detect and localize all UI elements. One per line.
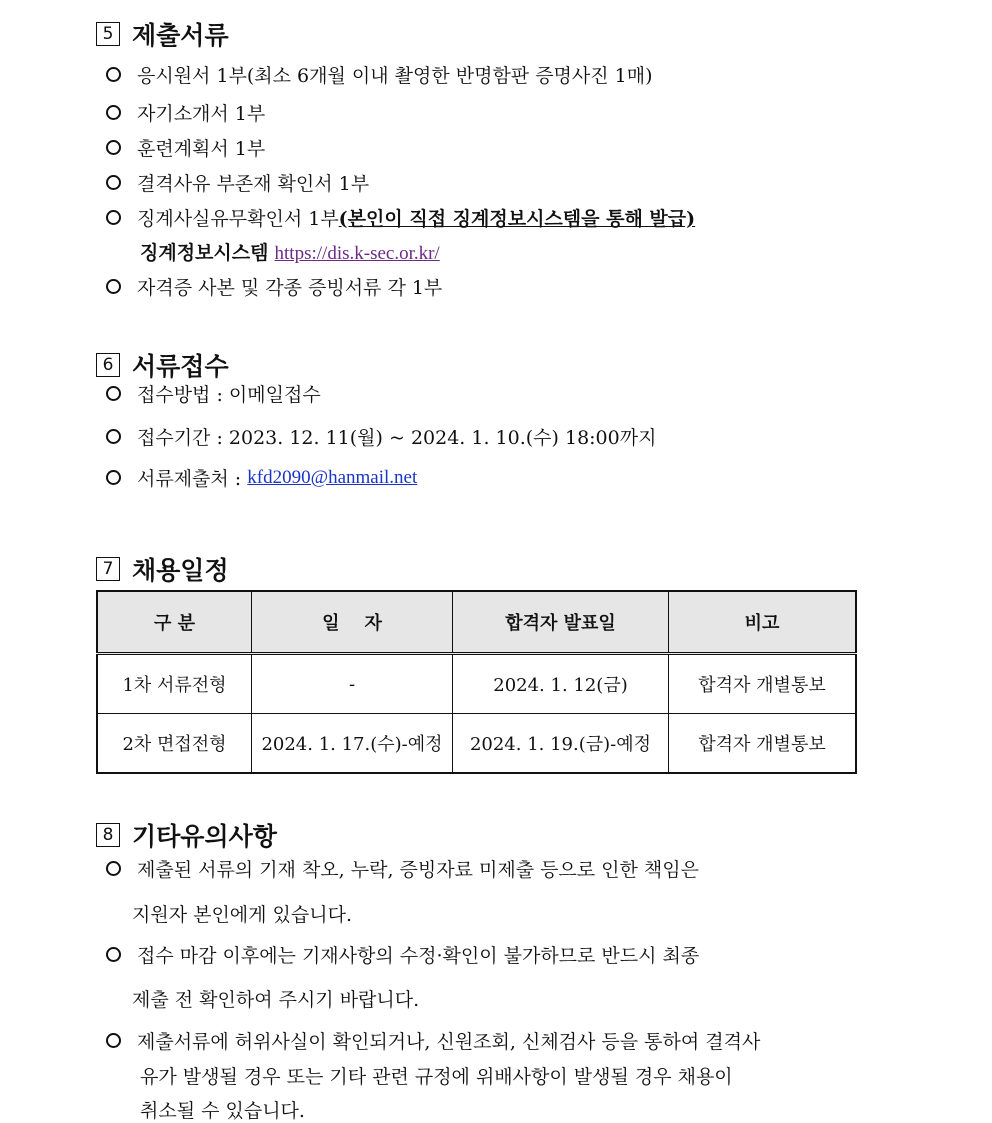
note-text: 제출된 서류의 기재 착오, 누락, 증빙자료 미제출 등으로 인한 책임은 xyxy=(137,859,699,881)
table-row xyxy=(97,714,856,774)
section-title-notes xyxy=(96,817,277,853)
list-item-text: 응시원서 1부(최소 6개월 이내 촬영한 반명함판 증명사진 1매) xyxy=(137,65,653,87)
table-cell: 2024. 1. 17.(수)-예정 xyxy=(252,714,453,774)
list-item-disciplinary xyxy=(106,204,695,231)
submission-email-link[interactable]: kfd2090@hanmail.net xyxy=(247,466,418,488)
list-item xyxy=(106,855,699,882)
note-text-continued: 제출 전 확인하여 주시기 바랍니다. xyxy=(132,989,420,1011)
section-number-box: 6 xyxy=(96,353,120,377)
list-item-text: 징계사실유무확인서 1부 xyxy=(137,208,339,230)
list-item xyxy=(106,464,417,491)
list-item xyxy=(106,99,265,126)
list-item xyxy=(106,941,699,968)
circle-bullet-icon xyxy=(106,429,121,444)
section-number-box: 7 xyxy=(96,557,120,581)
section-title-schedule xyxy=(96,551,229,587)
submission-method: 접수방법 : 이메일접수 xyxy=(137,384,321,406)
table-cell: - xyxy=(252,654,453,714)
list-item xyxy=(106,61,653,88)
circle-bullet-icon xyxy=(106,947,121,962)
note-text: 제출서류에 허위사실이 확인되거나, 신원조회, 신체검사 등을 통하여 결격사 xyxy=(137,1031,761,1053)
section-title-text: 서류접수 xyxy=(132,352,229,381)
table-cell: 합격자 개별통보 xyxy=(669,654,857,714)
list-item xyxy=(106,380,321,407)
section-title-text: 기타유의사항 xyxy=(132,822,277,851)
table-header-cell: 비고 xyxy=(669,591,857,654)
circle-bullet-icon xyxy=(106,67,121,82)
circle-bullet-icon xyxy=(106,470,121,485)
table-cell: 2차 면접전형 xyxy=(97,714,252,774)
submission-destination-label: 서류제출처 : xyxy=(137,468,242,490)
table-cell: 합격자 개별통보 xyxy=(669,714,857,774)
list-item xyxy=(106,169,369,196)
disciplinary-system-link[interactable]: https://dis.k-sec.or.kr/ xyxy=(274,243,440,264)
submission-period: 접수기간 : 2023. 12. 11(월) ~ 2024. 1. 10.(수) 18:00까지 xyxy=(137,427,657,449)
disciplinary-note: (본인이 직접 징계정보시스템을 통해 발급) xyxy=(338,208,696,230)
note-text-continued: 지원자 본인에게 있습니다. xyxy=(132,904,353,926)
section-title-text: 제출서류 xyxy=(132,21,229,50)
section-title-documents xyxy=(96,16,229,52)
list-item xyxy=(106,273,442,300)
note-text-continued: 취소될 수 있습니다. xyxy=(140,1100,305,1122)
disciplinary-system-label: 징계정보시스템 xyxy=(140,242,269,264)
circle-bullet-icon xyxy=(106,279,121,294)
list-item xyxy=(106,1027,760,1054)
list-item-text: 결격사유 부존재 확인서 1부 xyxy=(137,173,370,195)
circle-bullet-icon xyxy=(106,1033,121,1048)
circle-bullet-icon xyxy=(106,386,121,401)
table-header-cell: 일 자 xyxy=(252,591,453,654)
circle-bullet-icon xyxy=(106,861,121,876)
table-cell: 2024. 1. 19.(금)-예정 xyxy=(453,714,669,774)
table-header-row xyxy=(97,591,856,654)
circle-bullet-icon xyxy=(106,140,121,155)
list-item xyxy=(106,134,265,161)
section-title-submission xyxy=(96,347,229,383)
list-item-text: 자기소개서 1부 xyxy=(137,103,266,125)
table-cell: 1차 서류전형 xyxy=(97,654,252,714)
section-number-box: 8 xyxy=(96,823,120,847)
circle-bullet-icon xyxy=(106,105,121,120)
circle-bullet-icon xyxy=(106,210,121,225)
table-header-cell: 합격자 발표일 xyxy=(453,591,669,654)
section-number-box: 5 xyxy=(96,22,120,46)
list-item xyxy=(106,423,656,450)
list-item-text: 자격증 사본 및 각종 증빙서류 각 1부 xyxy=(137,277,443,299)
table-row xyxy=(97,654,856,714)
table-cell: 2024. 1. 12(금) xyxy=(453,654,669,714)
disciplinary-system-line xyxy=(140,238,440,265)
schedule-table xyxy=(96,590,857,774)
note-text: 접수 마감 이후에는 기재사항의 수정·확인이 불가하므로 반드시 최종 xyxy=(137,945,700,967)
section-title-text: 채용일정 xyxy=(132,556,229,585)
circle-bullet-icon xyxy=(106,175,121,190)
table-header-cell: 구 분 xyxy=(97,591,252,654)
note-text-continued: 유가 발생될 경우 또는 기타 관련 규정에 위배사항이 발생될 경우 채용이 xyxy=(140,1066,733,1088)
list-item-text: 훈련계획서 1부 xyxy=(137,138,266,160)
